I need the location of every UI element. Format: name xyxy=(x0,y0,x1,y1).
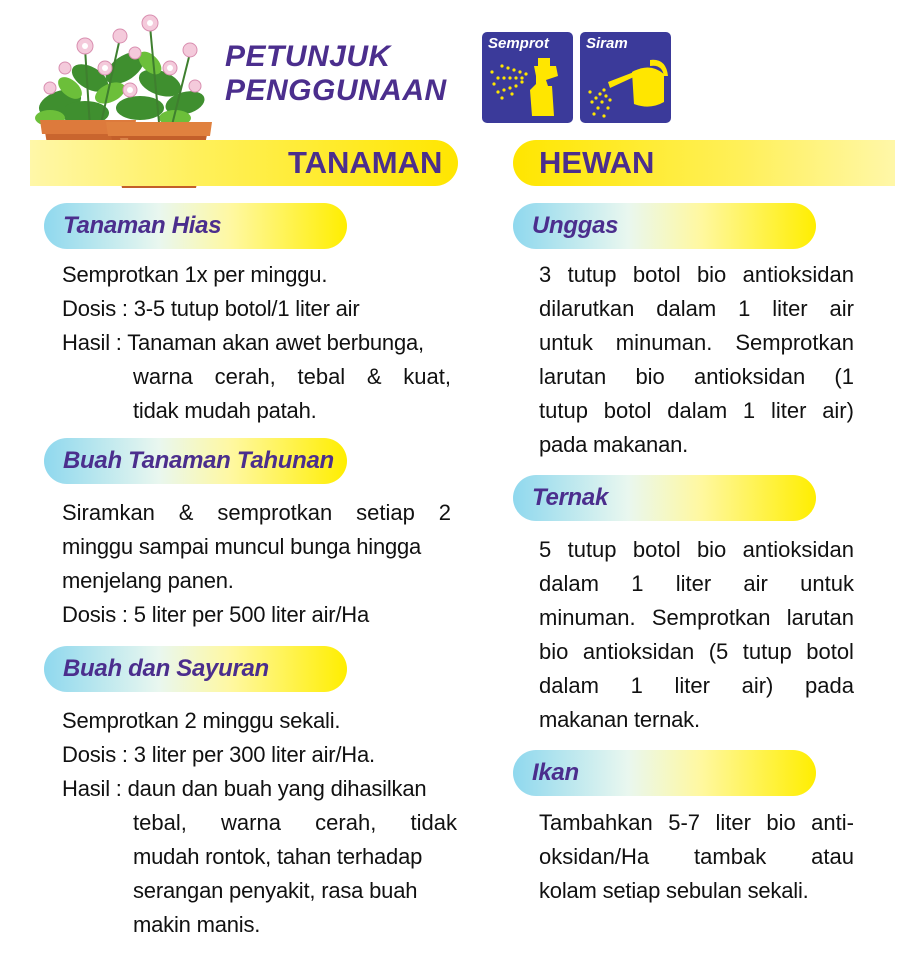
body-line: mudah rontok, tahan terhadap xyxy=(133,844,423,869)
water-badge-label: Siram xyxy=(586,35,628,52)
body-line: minuman. Semprotkan larutan xyxy=(539,605,854,630)
subhead-buah-dan-sayuran xyxy=(44,646,347,692)
body-line: pada makanan. xyxy=(539,432,689,457)
body-line: makin manis. xyxy=(133,912,261,937)
body-line: Semprotkan 2 minggu sekali. xyxy=(62,708,341,733)
hewan-banner xyxy=(513,140,895,186)
body-line: makanan ternak. xyxy=(539,707,700,732)
subhead-ternak xyxy=(513,475,816,521)
body-line: menjelang panen. xyxy=(62,568,234,593)
body-line: tidak mudah patah. xyxy=(133,398,317,423)
body-line: Dosis : 3-5 tutup botol/1 liter air xyxy=(62,296,360,321)
body-line: Dosis : 3 liter per 300 liter air/Ha. xyxy=(62,742,375,767)
body-line: untuk minuman. Semprotkan xyxy=(539,330,854,355)
body-line: Hasil : daun dan buah yang dihasilkan xyxy=(62,776,427,801)
body-line: minggu sampai muncul bunga hingga xyxy=(62,534,422,559)
water-badge xyxy=(580,32,671,123)
tanaman-heading: TANAMAN xyxy=(288,145,443,180)
subhead-tanaman-hias xyxy=(44,203,347,249)
body-line: tutup botol dalam 1 liter air) xyxy=(539,398,854,423)
spray-badge-label: Semprot xyxy=(488,35,549,52)
subhead-label: Ternak xyxy=(532,484,609,511)
subhead-buah-tanaman-tahunan xyxy=(44,438,347,484)
subhead-label: Buah dan Sayuran xyxy=(63,655,269,682)
page-title-line-1: PETUNJUK xyxy=(225,40,391,73)
body-line: Hasil : Tanaman akan awet berbunga, xyxy=(62,330,424,355)
body-line: warna cerah, tebal & kuat, xyxy=(133,364,451,389)
page-title-line-2: PENGGUNAAN xyxy=(225,74,447,107)
body-line: serangan penyakit, rasa buah xyxy=(133,878,418,903)
body-line: oksidan/Ha tambak atau xyxy=(539,844,854,869)
body-line: larutan bio antioksidan (1 xyxy=(539,364,854,389)
body-line: tebal, warna cerah, tidak xyxy=(133,810,457,835)
body-line: 3 tutup botol bio antioksidan xyxy=(539,262,854,287)
subhead-label: Ikan xyxy=(532,759,579,786)
body-line: dalam 1 liter air untuk xyxy=(539,571,854,596)
body-line: Siramkan & semprotkan setiap 2 xyxy=(62,500,451,525)
tanaman-banner xyxy=(30,140,458,186)
body-line: 5 tutup botol bio antioksidan xyxy=(539,537,854,562)
body-line: bio antioksidan (5 tutup botol xyxy=(539,639,854,664)
spray-badge xyxy=(482,32,573,123)
body-line: Tambahkan 5-7 liter bio anti- xyxy=(539,810,854,835)
subhead-ikan xyxy=(513,750,816,796)
subhead-label: Buah Tanaman Tahunan xyxy=(63,447,334,474)
body-line: Semprotkan 1x per minggu. xyxy=(62,262,328,287)
hewan-heading: HEWAN xyxy=(539,145,655,180)
subhead-label: Tanaman Hias xyxy=(63,212,222,239)
body-line: dilarutkan dalam 1 liter air xyxy=(539,296,854,321)
subhead-unggas xyxy=(513,203,816,249)
subhead-label: Unggas xyxy=(532,212,619,239)
body-line: kolam setiap sebulan sekali. xyxy=(539,878,809,903)
body-line: Dosis : 5 liter per 500 liter air/Ha xyxy=(62,602,370,627)
body-line: dalam 1 liter air) pada xyxy=(539,673,854,698)
